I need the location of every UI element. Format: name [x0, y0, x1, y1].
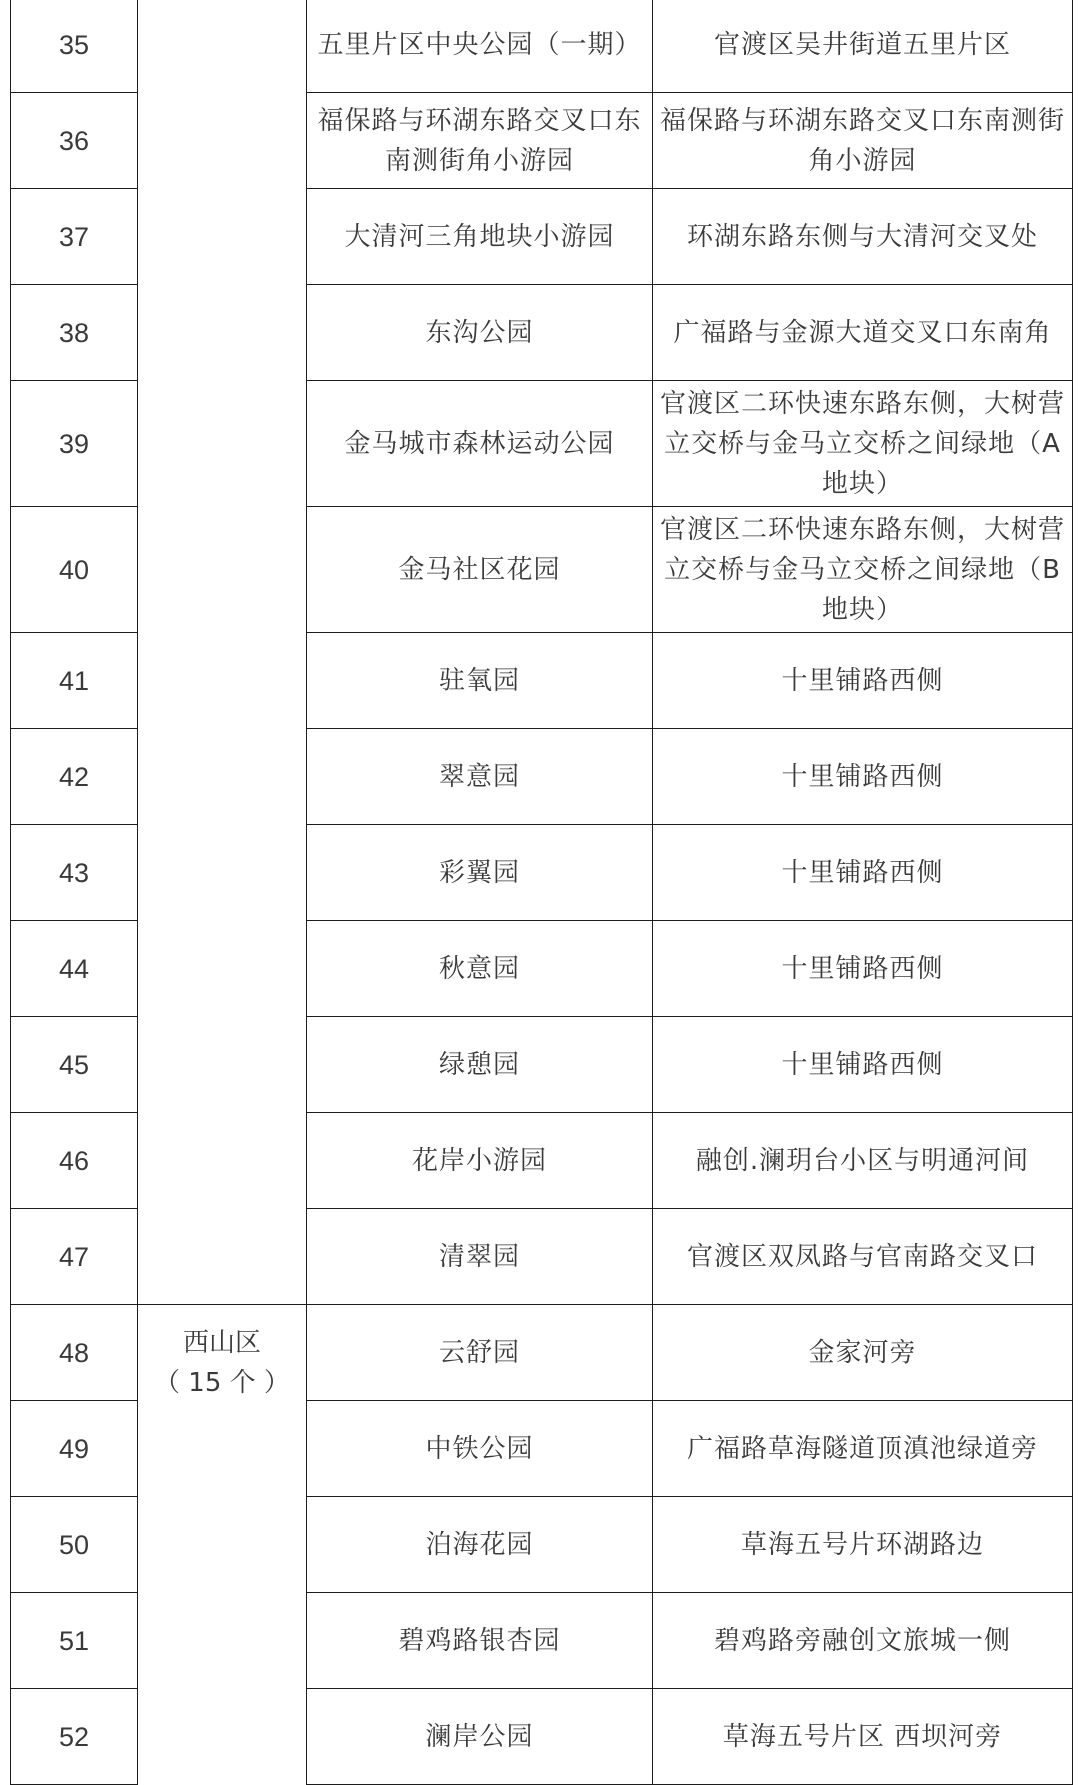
park-location: 官渡区双凤路与官南路交叉口	[653, 1209, 1073, 1305]
row-number: 37	[11, 189, 138, 285]
park-name: 大清河三角地块小游园	[307, 189, 653, 285]
row-number: 40	[11, 507, 138, 633]
park-name: 五里片区中央公园（一期）	[307, 0, 653, 93]
district-count: （ 15 个 ）	[154, 1367, 290, 1398]
table-row	[11, 0, 1073, 93]
park-name: 东沟公园	[307, 285, 653, 381]
district-name: 西山区	[182, 1327, 261, 1358]
row-number: 35	[11, 0, 138, 93]
park-location: 金家河旁	[653, 1305, 1073, 1401]
row-number: 42	[11, 729, 138, 825]
row-number: 41	[11, 633, 138, 729]
park-location: 广福路与金源大道交叉口东南角	[653, 285, 1073, 381]
park-name: 金马社区花园	[307, 507, 653, 633]
park-location: 碧鸡路旁融创文旅城一侧	[653, 1593, 1073, 1689]
park-name: 泊海花园	[307, 1497, 653, 1593]
park-location: 十里铺路西侧	[653, 729, 1073, 825]
park-name: 秋意园	[307, 921, 653, 1017]
park-name: 清翠园	[307, 1209, 653, 1305]
park-location: 环湖东路东侧与大清河交叉处	[653, 189, 1073, 285]
park-location: 十里铺路西侧	[653, 921, 1073, 1017]
park-location: 官渡区吴井街道五里片区	[653, 0, 1073, 93]
row-number: 43	[11, 825, 138, 921]
row-number: 49	[11, 1401, 138, 1497]
park-location: 融创.澜玥台小区与明通河间	[653, 1113, 1073, 1209]
park-name: 澜岸公园	[307, 1689, 653, 1785]
park-name: 福保路与环湖东路交叉口东南测街角小游园	[307, 93, 653, 189]
row-number: 52	[11, 1689, 138, 1785]
district-cell	[138, 1305, 307, 1785]
park-location: 福保路与环湖东路交叉口东南测街角小游园	[653, 93, 1073, 189]
park-name: 金马城市森林运动公园	[307, 381, 653, 507]
row-number: 45	[11, 1017, 138, 1113]
park-location: 广福路草海隧道顶滇池绿道旁	[653, 1401, 1073, 1497]
district-label-group	[144, 1323, 300, 1403]
row-number: 48	[11, 1305, 138, 1401]
row-number: 39	[11, 381, 138, 507]
row-number: 38	[11, 285, 138, 381]
row-number: 46	[11, 1113, 138, 1209]
park-location: 草海五号片区 西坝河旁	[653, 1689, 1073, 1785]
row-number: 36	[11, 93, 138, 189]
park-location: 官渡区二环快速东路东侧，大树营立交桥与金马立交桥之间绿地（A 地块）	[653, 381, 1073, 507]
park-name: 驻氧园	[307, 633, 653, 729]
park-location: 草海五号片环湖路边	[653, 1497, 1073, 1593]
park-location: 十里铺路西侧	[653, 633, 1073, 729]
row-number: 50	[11, 1497, 138, 1593]
park-name: 碧鸡路银杏园	[307, 1593, 653, 1689]
park-name: 彩翼园	[307, 825, 653, 921]
row-number: 47	[11, 1209, 138, 1305]
row-number: 51	[11, 1593, 138, 1689]
park-location: 官渡区二环快速东路东侧，大树营立交桥与金马立交桥之间绿地（B 地块）	[653, 507, 1073, 633]
table-row	[11, 1305, 1073, 1401]
park-location: 十里铺路西侧	[653, 1017, 1073, 1113]
park-name: 花岸小游园	[307, 1113, 653, 1209]
park-name: 云舒园	[307, 1305, 653, 1401]
park-name: 绿憩园	[307, 1017, 653, 1113]
district-cell-prev	[138, 0, 307, 1305]
park-location: 十里铺路西侧	[653, 825, 1073, 921]
park-table	[10, 0, 1073, 1785]
row-number: 44	[11, 921, 138, 1017]
park-name: 中铁公园	[307, 1401, 653, 1497]
park-name: 翠意园	[307, 729, 653, 825]
